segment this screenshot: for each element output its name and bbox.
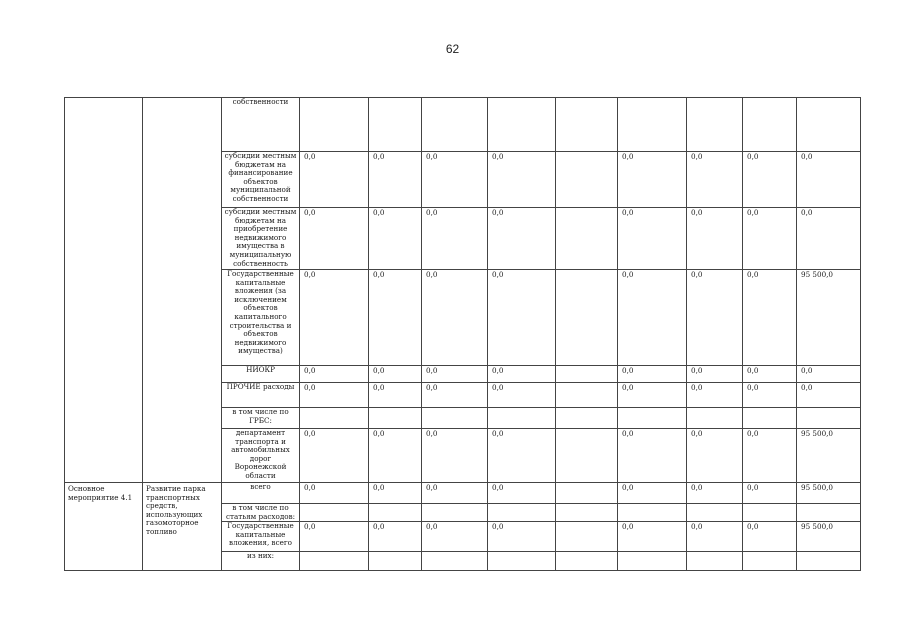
value-cell: 0,0 xyxy=(300,208,369,270)
value-cell: 0,0 xyxy=(743,366,797,383)
funding-source: Государственные капитальные вложения (за исключением объектов капитального строительства и объектов недвижимого имущества) xyxy=(222,270,300,366)
value-cell: 0,0 xyxy=(618,522,687,552)
value-cell: 0,0 xyxy=(369,366,422,383)
value-cell xyxy=(556,383,618,408)
funding-source: субсидии местным бюджетам на приобретение недвижимого имущества в муниципальную собственность xyxy=(222,208,300,270)
value-cell: 0,0 xyxy=(743,152,797,208)
value-cell: 0,0 xyxy=(743,270,797,366)
value-cell: 0,0 xyxy=(743,483,797,504)
value-cell: 0,0 xyxy=(618,366,687,383)
value-cell xyxy=(797,552,861,571)
value-cell: 0,0 xyxy=(369,383,422,408)
value-cell xyxy=(743,504,797,522)
value-cell xyxy=(797,504,861,522)
value-cell: 95 500,0 xyxy=(797,429,861,483)
value-cell xyxy=(687,408,743,429)
budget-table xyxy=(64,97,861,571)
value-cell xyxy=(556,152,618,208)
value-cell: 0,0 xyxy=(618,208,687,270)
value-cell: 0,0 xyxy=(687,270,743,366)
value-cell: 0,0 xyxy=(488,208,556,270)
value-cell: 0,0 xyxy=(743,383,797,408)
value-cell: 95 500,0 xyxy=(797,522,861,552)
value-cell xyxy=(369,98,422,152)
funding-source: субсидии местным бюджетам на финансирование объектов муниципальной собственности xyxy=(222,152,300,208)
value-cell: 0,0 xyxy=(422,152,488,208)
value-cell: 0,0 xyxy=(797,383,861,408)
event-title-cell-blank xyxy=(143,98,222,483)
value-cell xyxy=(556,483,618,504)
event-cell-blank xyxy=(65,98,143,483)
value-cell xyxy=(300,98,369,152)
value-cell xyxy=(488,98,556,152)
value-cell xyxy=(556,504,618,522)
value-cell xyxy=(369,552,422,571)
value-cell: 0,0 xyxy=(422,208,488,270)
value-cell xyxy=(743,408,797,429)
value-cell: 0,0 xyxy=(618,152,687,208)
value-cell: 0,0 xyxy=(300,429,369,483)
value-cell xyxy=(556,270,618,366)
value-cell: 0,0 xyxy=(422,429,488,483)
value-cell xyxy=(422,504,488,522)
value-cell: 95 500,0 xyxy=(797,483,861,504)
value-cell: 0,0 xyxy=(422,383,488,408)
value-cell xyxy=(556,552,618,571)
value-cell: 0,0 xyxy=(687,208,743,270)
value-cell xyxy=(422,552,488,571)
funding-source: всего xyxy=(222,483,300,504)
value-cell xyxy=(618,504,687,522)
table-row xyxy=(65,98,861,152)
value-cell: 0,0 xyxy=(422,270,488,366)
value-cell: 0,0 xyxy=(743,208,797,270)
value-cell: 95 500,0 xyxy=(797,270,861,366)
funding-source: из них: xyxy=(222,552,300,571)
event-title: Развитие парка транспортных средств, использующих газомоторное топливо xyxy=(143,483,222,571)
value-cell: 0,0 xyxy=(743,429,797,483)
value-cell: 0,0 xyxy=(797,366,861,383)
value-cell xyxy=(556,98,618,152)
value-cell: 0,0 xyxy=(488,429,556,483)
value-cell: 0,0 xyxy=(618,483,687,504)
value-cell: 0,0 xyxy=(618,429,687,483)
funding-source: в том числе по ГРБС: xyxy=(222,408,300,429)
value-cell xyxy=(797,98,861,152)
value-cell xyxy=(618,98,687,152)
value-cell xyxy=(556,366,618,383)
value-cell: 0,0 xyxy=(300,366,369,383)
value-cell xyxy=(488,504,556,522)
value-cell: 0,0 xyxy=(369,522,422,552)
value-cell xyxy=(422,98,488,152)
value-cell: 0,0 xyxy=(300,152,369,208)
value-cell: 0,0 xyxy=(743,522,797,552)
value-cell xyxy=(687,552,743,571)
value-cell: 0,0 xyxy=(300,270,369,366)
value-cell xyxy=(369,504,422,522)
funding-source: Государственные капитальные вложения, всего xyxy=(222,522,300,552)
value-cell xyxy=(488,408,556,429)
value-cell xyxy=(488,552,556,571)
value-cell: 0,0 xyxy=(422,483,488,504)
value-cell xyxy=(300,552,369,571)
value-cell: 0,0 xyxy=(797,208,861,270)
value-cell: 0,0 xyxy=(369,208,422,270)
value-cell: 0,0 xyxy=(422,522,488,552)
funding-source: департамент транспорта и автомобильных дорог Воронежской области xyxy=(222,429,300,483)
funding-source: в том числе по статьям расходов: xyxy=(222,504,300,522)
value-cell: 0,0 xyxy=(618,383,687,408)
value-cell: 0,0 xyxy=(369,483,422,504)
value-cell xyxy=(618,552,687,571)
funding-source: ПРОЧИЕ расходы xyxy=(222,383,300,408)
value-cell: 0,0 xyxy=(687,522,743,552)
value-cell: 0,0 xyxy=(687,366,743,383)
value-cell: 0,0 xyxy=(300,522,369,552)
value-cell xyxy=(369,408,422,429)
value-cell: 0,0 xyxy=(300,483,369,504)
value-cell: 0,0 xyxy=(797,152,861,208)
value-cell: 0,0 xyxy=(488,366,556,383)
value-cell: 0,0 xyxy=(687,483,743,504)
value-cell xyxy=(618,408,687,429)
value-cell: 0,0 xyxy=(422,366,488,383)
value-cell: 0,0 xyxy=(618,270,687,366)
value-cell: 0,0 xyxy=(369,429,422,483)
value-cell xyxy=(687,98,743,152)
value-cell xyxy=(743,98,797,152)
value-cell xyxy=(556,522,618,552)
value-cell: 0,0 xyxy=(687,429,743,483)
value-cell: 0,0 xyxy=(300,383,369,408)
funding-source: НИОКР xyxy=(222,366,300,383)
value-cell xyxy=(556,429,618,483)
value-cell: 0,0 xyxy=(369,152,422,208)
value-cell xyxy=(300,504,369,522)
value-cell xyxy=(556,408,618,429)
value-cell xyxy=(422,408,488,429)
value-cell: 0,0 xyxy=(488,483,556,504)
value-cell: 0,0 xyxy=(488,270,556,366)
value-cell: 0,0 xyxy=(488,152,556,208)
value-cell: 0,0 xyxy=(687,383,743,408)
funding-source: собственности xyxy=(222,98,300,152)
value-cell: 0,0 xyxy=(687,152,743,208)
table-row xyxy=(65,483,861,504)
value-cell xyxy=(797,408,861,429)
value-cell: 0,0 xyxy=(488,522,556,552)
value-cell xyxy=(743,552,797,571)
value-cell xyxy=(556,208,618,270)
value-cell xyxy=(687,504,743,522)
value-cell xyxy=(300,408,369,429)
event-name: Основное мероприятие 4.1 xyxy=(65,483,143,571)
value-cell: 0,0 xyxy=(488,383,556,408)
value-cell: 0,0 xyxy=(369,270,422,366)
page-number: 62 xyxy=(445,42,460,56)
